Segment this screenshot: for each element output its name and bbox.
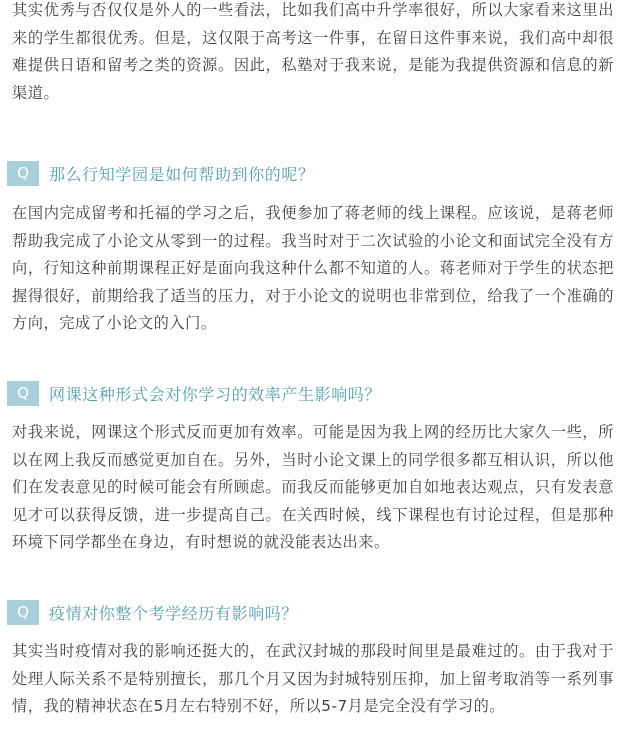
intro-paragraph: 其实优秀与否仅仅是外人的一些看法，比如我们高中升学率很好，所以大家看来这里出来的学生都很优秀。但是，这仅限于高考这一件事，在留日这件事来说，我们高中却很难提供日语和留考之类的资源。因此，私塾对于我来说，是能为我提供资源和信息的新渠道。 [12,1,614,102]
question-text: 网课这种形式会对你学习的效率产生影响吗？ [49,384,382,404]
question-heading-2 [7,379,381,407]
question-heading-1 [7,159,315,187]
question-heading-3 [7,598,298,626]
answer-paragraph-3: 其实当时疫情对我的影响还挺大的，在武汉封城的那段时间里是最难过的。由于我对于处理人际关系不是特别擅长，那几个月又因为封城特别压抑，加上留考取消等一系列事情，我的精神状态在5月左右特别不好，所以5-7月是完全没有学习的。 [12,642,614,715]
answer-paragraph-1: 在国内完成留考和托福的学习之后，我便参加了蒋老师的线上课程。应该说，是蒋老师帮助我完成了小论文从零到一的过程。我当时对于二次试验的小论文和面试完全没有方向，行知这种前期课程正好是面向我这种什么都不知道的人。蒋老师对于学生的状态把握得很好，前期给我了适当的压力，对于小论文的说明也非常到位，给我了一个准确的方向，完成了小论文的入门。 [12,204,614,332]
question-text: 那么行知学园是如何帮助到你的呢？ [49,164,315,184]
q-badge-icon: Q [7,161,39,186]
q-badge-icon: Q [7,600,39,625]
question-text: 疫情对你整个考学经历有影响吗？ [49,603,299,623]
answer-paragraph-2: 对我来说，网课这个形式反而更加有效率。可能是因为我上网的经历比大家久一些，所以在网上我反而感觉更加自在。另外，当时小论文课上的同学很多都互相认识，所以他们在发表意见的时候可能会有所顾虑。而我反而能够更加自如地表达观点，只有发表意见才可以获得反馈，进一步提高自己。在关西时候，线下课程也有讨论过程，但是那种环境下同学都坐在身边，有时想说的就没能表达出来。 [12,423,614,551]
q-badge-icon: Q [7,381,39,406]
